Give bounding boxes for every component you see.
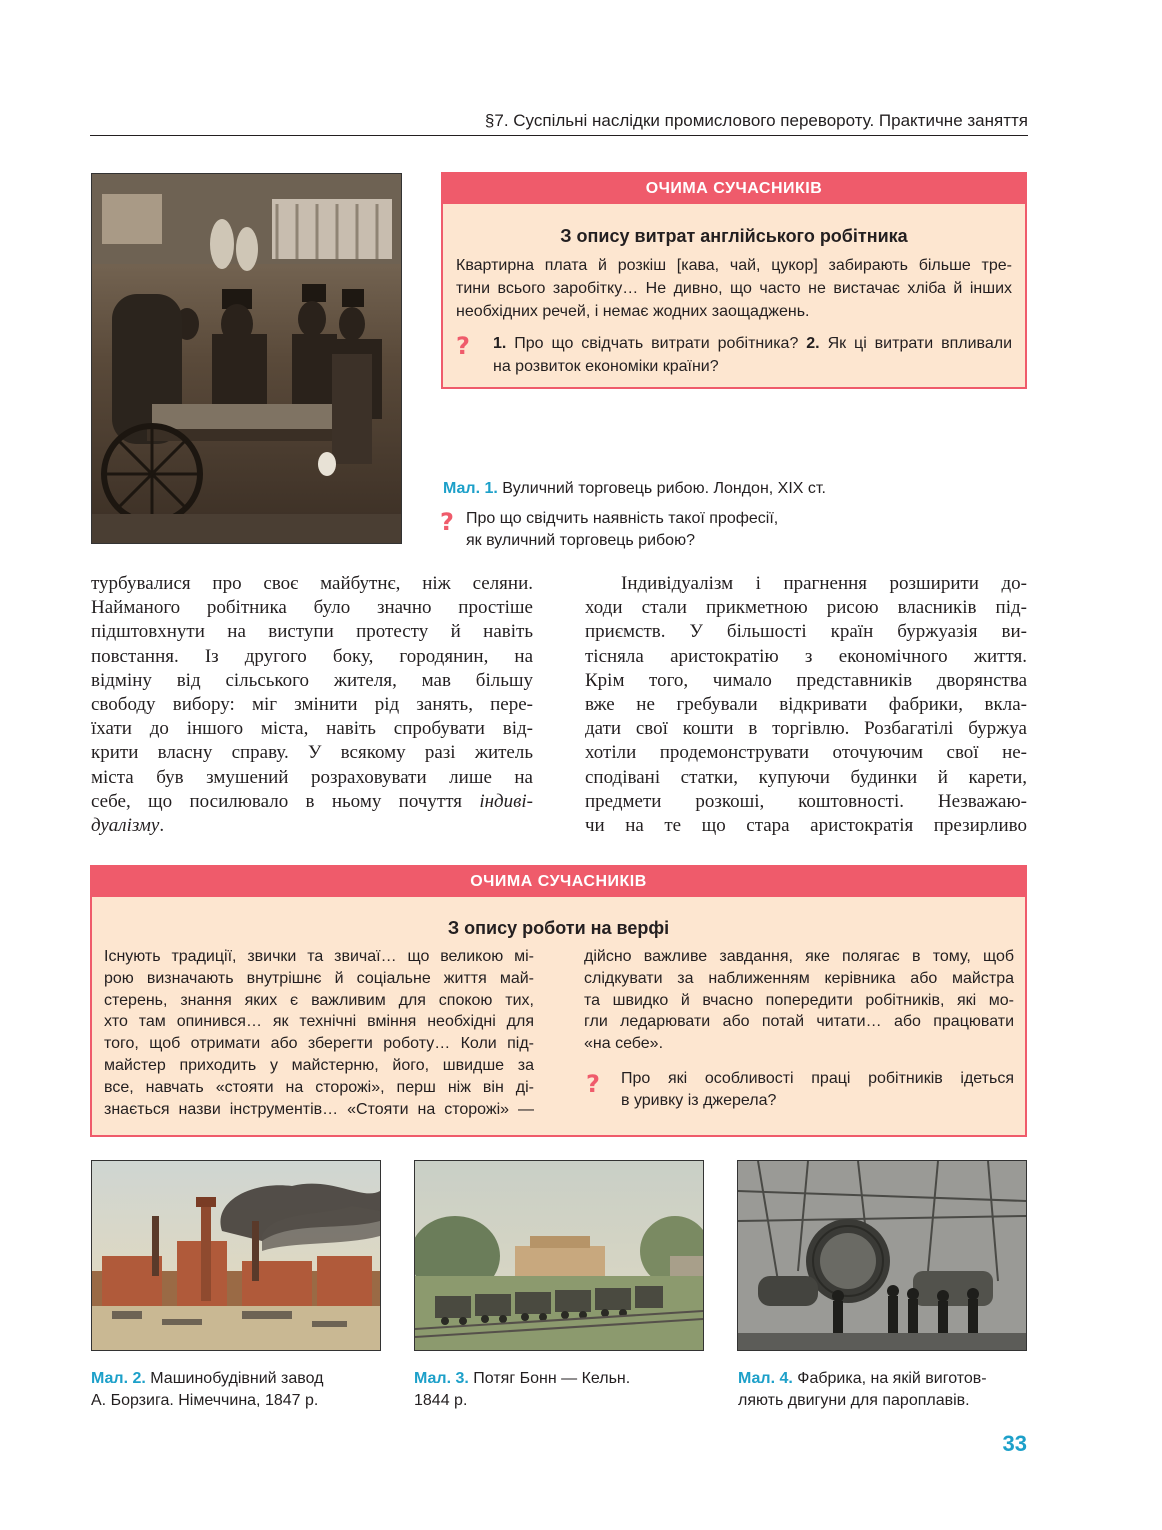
text-line: повстання. Із другого боку, городянин, на [91,645,533,667]
excerpt-line: тини всього заробітку… Не дивно, що часто не вистачає хліба й інших [456,280,1012,297]
caption-line: ляють двигуни для пароплавів. [738,1392,970,1409]
text-line: відміну від сільського жителя, мав більшу [91,669,533,691]
text-line: підштовхнути на виступи протесту й навіть [91,621,533,643]
text-fragment: . [159,814,165,836]
excerpt-line: все, навчать «стояти на сторожі», перш ніж він ді- [104,1078,534,1096]
text-line: хотіли продемонструвати оточуючим свої не- [585,742,1027,764]
question-number: 1. [493,335,507,352]
question-mark-icon: ? [456,332,470,360]
excerpt-line: рою визначають внутрішнє й соціальне життя май- [104,969,534,987]
text-line: ходи стали прикметною рисою власників під- [585,597,1027,619]
source-excerpt [456,254,1012,323]
text-line: дати свої кошти в торгівлю. Розбагатілі буржуа [585,718,1027,740]
caption-line: 1844 р. [414,1392,468,1409]
figure-3-photo [414,1160,704,1351]
text-line: вже не гребували відкривати фабрики, вкла- [585,693,1027,715]
figure-label: Мал. 4. [738,1370,793,1387]
source-question [621,1068,1014,1112]
figure-caption-text: Вуличний торговець рибою. Лондон, XIX ст. [502,480,826,497]
figure-1-photo [91,173,402,544]
caption-line [414,1368,704,1390]
text-line: міста був змушений розраховувати лише на [91,766,533,788]
text-line [91,814,533,838]
excerpt-line: стерень, знання яких є важливим для спокою тих, [104,991,534,1009]
excerpt-line: Квартирна плата й розкіш [кава, чай, цукор] забирають більше тре- [456,257,1012,274]
excerpt-line: майстер приходить у майстерню, його, швидше за [104,1056,534,1074]
text-line [91,790,533,814]
excerpt-line: гли ледарювати або потай читати… або працювати [584,1013,1014,1031]
excerpt-line: Існують традиції, звички та звичаї… що великою мі- [104,948,534,965]
page-number: 33 [1002,1431,1027,1456]
text-line: свободу вибору: міг змінити рід занять, пере- [91,693,533,715]
caption-line: А. Борзига. Німеччина, 1847 р. [91,1392,319,1409]
question-mark-icon: ? [586,1070,600,1098]
excerpt-line: слідкувати за наближенням керівника або майстра [584,969,1014,987]
figure-2-photo [91,1160,381,1351]
figure-4-photo [737,1160,1027,1351]
question-line: Про які особливості праці робітників ідеться [621,1070,1014,1087]
source-box-expenses [441,172,1027,389]
text-line: чи на те що стара аристократія презирливо [585,814,1027,836]
question-text: Як ці витрати впливали [827,335,1013,352]
text-line: сподівані статки, купуючи будинки й карети, [585,766,1027,788]
question-number: 2. [806,335,820,352]
excerpt-line: необхідних речей, і немає жодних заощаджень. [456,303,810,320]
main-text-right-column [585,572,1027,838]
excerpt-line: «на себе». [584,1035,664,1053]
italic-term: дуалізму [91,814,160,836]
caption-line [91,1368,381,1390]
figure-caption-text: Потяг Бонн — Кельн. [473,1370,631,1387]
question-text: Про що свідчать витрати робітника? [514,335,799,352]
figure-3-caption [414,1368,704,1412]
running-head: §7. Суспільні наслідки промислового перевороту. Практичне заняття [484,111,1028,130]
text-line: приємств. У більшості країн буржуазія ви- [585,621,1027,643]
source-questions [493,332,1012,378]
figure-1-question [466,508,778,552]
italic-term: індиві- [479,790,533,812]
header-divider [90,135,1028,136]
text-line: Крім того, чимало представників дворянства [585,669,1027,691]
figure-2-caption [91,1368,381,1412]
figure-label: Мал. 3. [414,1370,469,1387]
source-box-header: ОЧИМА СУЧАСНИКІВ [92,867,1025,897]
text-line: їхати до іншого міста, навіть спробувати від- [91,718,533,740]
source-title: З опису витрат англійського робітника [560,226,908,246]
figure-label: Мал. 1. [443,480,498,497]
source-box-header: ОЧИМА СУЧАСНИКІВ [443,174,1025,204]
source-excerpt-left [104,946,534,1120]
text-line: тісняла аристократію з економічного життя. [585,645,1027,667]
caption-line [738,1368,1028,1390]
text-line: крити власну справу. У всякому разі житель [91,742,533,764]
source-title: З опису роботи на верфі [447,918,670,938]
question-line: як вуличний торговець рибою? [466,532,695,549]
figure-label: Мал. 2. [91,1370,146,1387]
excerpt-line: дійсно важливе завдання, яке полягає в тому, щоб [584,948,1014,965]
excerpt-line: того, щоб отримати або зберегти роботу… Коли під- [104,1035,534,1053]
excerpt-line: та швидко й вчасно попередити робітників, які мо- [584,991,1014,1009]
main-text-left-column [91,572,533,838]
figure-caption-text: Машинобудівний завод [150,1370,324,1387]
excerpt-line: знається назви інструментів… «Стояти на сторожі» — [104,1100,534,1118]
text-line: предмети розкоші, коштовності. Незважаю- [585,790,1027,812]
question-line: в уривку із джерела? [621,1091,777,1109]
question-line [493,332,1012,355]
question-line: на розвиток економіки країни? [493,358,719,375]
question-line: Про що свідчить наявність такої професії, [466,510,779,527]
text-fragment: себе, що посилювало в ньому почуття [91,790,462,812]
text-line: Індивідуалізм і прагнення розширити до- [621,573,1027,594]
excerpt-line: хто там опинився… як технічні вміння необхідні для [104,1013,534,1031]
text-line: Найманого робітника було значно простіше [91,597,533,619]
source-box-shipyard [90,865,1027,1137]
text-line: турбувалися про своє майбутнє, ніж селяни. [91,573,533,594]
figure-caption-text: Фабрика, на якій виготов- [797,1370,987,1387]
figure-1-caption [443,478,826,500]
question-mark-icon: ? [440,508,454,536]
figure-4-caption [738,1368,1028,1412]
source-excerpt-right [584,946,1014,1055]
